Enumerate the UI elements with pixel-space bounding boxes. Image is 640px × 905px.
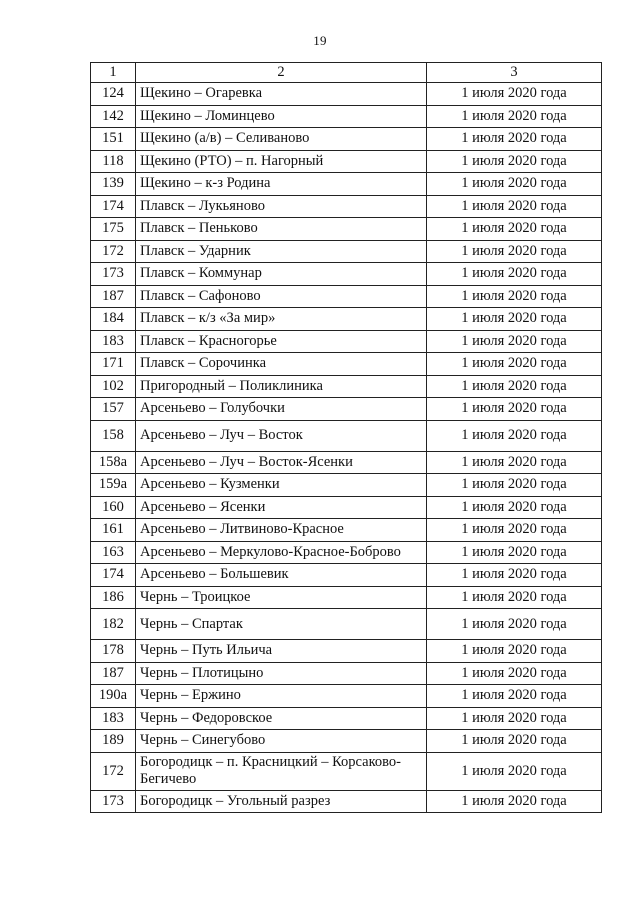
- route-name: Чернь – Троицкое: [136, 586, 427, 609]
- route-number: 139: [91, 173, 136, 196]
- route-name: Щекино (а/в) – Селиваново: [136, 128, 427, 151]
- start-date: 1 июля 2020 года: [427, 285, 602, 308]
- table-row: [91, 609, 602, 640]
- table-row: [91, 707, 602, 730]
- route-number: 190а: [91, 685, 136, 708]
- start-date: 1 июля 2020 года: [427, 128, 602, 151]
- start-date: 1 июля 2020 года: [427, 519, 602, 542]
- table-row: [91, 420, 602, 451]
- route-name: Плавск – Коммунар: [136, 263, 427, 286]
- route-number: 184: [91, 308, 136, 331]
- route-name: Плавск – Сафоново: [136, 285, 427, 308]
- start-date: 1 июля 2020 года: [427, 173, 602, 196]
- route-number: 124: [91, 83, 136, 106]
- table-row: [91, 541, 602, 564]
- route-number: 163: [91, 541, 136, 564]
- table-row: [91, 263, 602, 286]
- start-date: 1 июля 2020 года: [427, 586, 602, 609]
- route-number: 183: [91, 330, 136, 353]
- route-name: Арсеньево – Литвиново-Красное: [136, 519, 427, 542]
- route-number: 160: [91, 496, 136, 519]
- route-number: 182: [91, 609, 136, 640]
- table-row: [91, 375, 602, 398]
- start-date: 1 июля 2020 года: [427, 707, 602, 730]
- table-row: [91, 662, 602, 685]
- route-number: 173: [91, 790, 136, 813]
- route-name: Богородицк – п. Красницкий – Корсаково-Бегичево: [136, 752, 427, 790]
- table-row: [91, 474, 602, 497]
- table-row: [91, 519, 602, 542]
- header-col-1: 1: [91, 63, 136, 83]
- route-name: Щекино (РТО) – п. Нагорный: [136, 150, 427, 173]
- table-row: [91, 353, 602, 376]
- route-name: Арсеньево – Большевик: [136, 564, 427, 587]
- route-name: Арсеньево – Луч – Восток: [136, 420, 427, 451]
- start-date: 1 июля 2020 года: [427, 263, 602, 286]
- route-number: 178: [91, 640, 136, 663]
- table-row: [91, 173, 602, 196]
- start-date: 1 июля 2020 года: [427, 240, 602, 263]
- route-name: Чернь – Ержино: [136, 685, 427, 708]
- route-name: Чернь – Путь Ильича: [136, 640, 427, 663]
- table-row: [91, 218, 602, 241]
- route-name: Арсеньево – Луч – Восток-Ясенки: [136, 451, 427, 474]
- table-row: [91, 398, 602, 421]
- table-row: [91, 330, 602, 353]
- start-date: 1 июля 2020 года: [427, 398, 602, 421]
- start-date: 1 июля 2020 года: [427, 150, 602, 173]
- routes-table-body: [91, 63, 602, 813]
- table-row: [91, 496, 602, 519]
- route-name: Плавск – Сорочинка: [136, 353, 427, 376]
- start-date: 1 июля 2020 года: [427, 353, 602, 376]
- route-name: Плавск – Ударник: [136, 240, 427, 263]
- route-name: Богородицк – Угольный разрез: [136, 790, 427, 813]
- table-row: [91, 105, 602, 128]
- route-name: Плавск – Пеньково: [136, 218, 427, 241]
- route-number: 183: [91, 707, 136, 730]
- route-name: Арсеньево – Голубочки: [136, 398, 427, 421]
- start-date: 1 июля 2020 года: [427, 375, 602, 398]
- table-row: [91, 451, 602, 474]
- route-number: 187: [91, 285, 136, 308]
- start-date: 1 июля 2020 года: [427, 451, 602, 474]
- route-number: 173: [91, 263, 136, 286]
- route-number: 142: [91, 105, 136, 128]
- route-name: Чернь – Спартак: [136, 609, 427, 640]
- start-date: 1 июля 2020 года: [427, 564, 602, 587]
- table-row: [91, 640, 602, 663]
- start-date: 1 июля 2020 года: [427, 218, 602, 241]
- table-row: [91, 128, 602, 151]
- route-name: Плавск – к/з «За мир»: [136, 308, 427, 331]
- table-row: [91, 150, 602, 173]
- table-row: [91, 83, 602, 106]
- route-name: Щекино – к-з Родина: [136, 173, 427, 196]
- start-date: 1 июля 2020 года: [427, 105, 602, 128]
- page-number: 19: [313, 33, 327, 48]
- start-date: 1 июля 2020 года: [427, 685, 602, 708]
- table-row: [91, 308, 602, 331]
- start-date: 1 июля 2020 года: [427, 308, 602, 331]
- table-row: [91, 790, 602, 813]
- start-date: 1 июля 2020 года: [427, 609, 602, 640]
- header-col-2: 2: [136, 63, 427, 83]
- route-name: Плавск – Красногорье: [136, 330, 427, 353]
- start-date: 1 июля 2020 года: [427, 541, 602, 564]
- route-number: 171: [91, 353, 136, 376]
- start-date: 1 июля 2020 года: [427, 790, 602, 813]
- route-name: Арсеньево – Меркулово-Красное-Боброво: [136, 541, 427, 564]
- table-row: [91, 240, 602, 263]
- route-number: 189: [91, 730, 136, 753]
- route-number: 157: [91, 398, 136, 421]
- start-date: 1 июля 2020 года: [427, 474, 602, 497]
- routes-table: [90, 62, 602, 813]
- table-row: [91, 752, 602, 790]
- route-number: 172: [91, 240, 136, 263]
- route-name: Чернь – Федоровское: [136, 707, 427, 730]
- start-date: 1 июля 2020 года: [427, 330, 602, 353]
- route-number: 174: [91, 564, 136, 587]
- header-col-3: 3: [427, 63, 602, 83]
- start-date: 1 июля 2020 года: [427, 420, 602, 451]
- start-date: 1 июля 2020 года: [427, 83, 602, 106]
- route-number: 151: [91, 128, 136, 151]
- route-number: 161: [91, 519, 136, 542]
- route-name: Плавск – Лукьяново: [136, 195, 427, 218]
- route-number: 172: [91, 752, 136, 790]
- route-number: 174: [91, 195, 136, 218]
- route-number: 159а: [91, 474, 136, 497]
- route-name: Щекино – Ломинцево: [136, 105, 427, 128]
- route-name: Пригородный – Поликлиника: [136, 375, 427, 398]
- start-date: 1 июля 2020 года: [427, 752, 602, 790]
- start-date: 1 июля 2020 года: [427, 496, 602, 519]
- route-number: 186: [91, 586, 136, 609]
- start-date: 1 июля 2020 года: [427, 662, 602, 685]
- start-date: 1 июля 2020 года: [427, 195, 602, 218]
- route-name: Щекино – Огаревка: [136, 83, 427, 106]
- table-row: [91, 685, 602, 708]
- start-date: 1 июля 2020 года: [427, 640, 602, 663]
- table-row: [91, 730, 602, 753]
- route-number: 158а: [91, 451, 136, 474]
- table-row: [91, 195, 602, 218]
- route-number: 118: [91, 150, 136, 173]
- table-row: [91, 564, 602, 587]
- route-name: Чернь – Плотицыно: [136, 662, 427, 685]
- route-name: Арсеньево – Кузменки: [136, 474, 427, 497]
- route-name: Чернь – Синегубово: [136, 730, 427, 753]
- table-row: [91, 586, 602, 609]
- table-header-row: [91, 63, 602, 83]
- route-number: 175: [91, 218, 136, 241]
- route-number: 187: [91, 662, 136, 685]
- route-number: 102: [91, 375, 136, 398]
- table-row: [91, 285, 602, 308]
- start-date: 1 июля 2020 года: [427, 730, 602, 753]
- route-name: Арсеньево – Ясенки: [136, 496, 427, 519]
- route-number: 158: [91, 420, 136, 451]
